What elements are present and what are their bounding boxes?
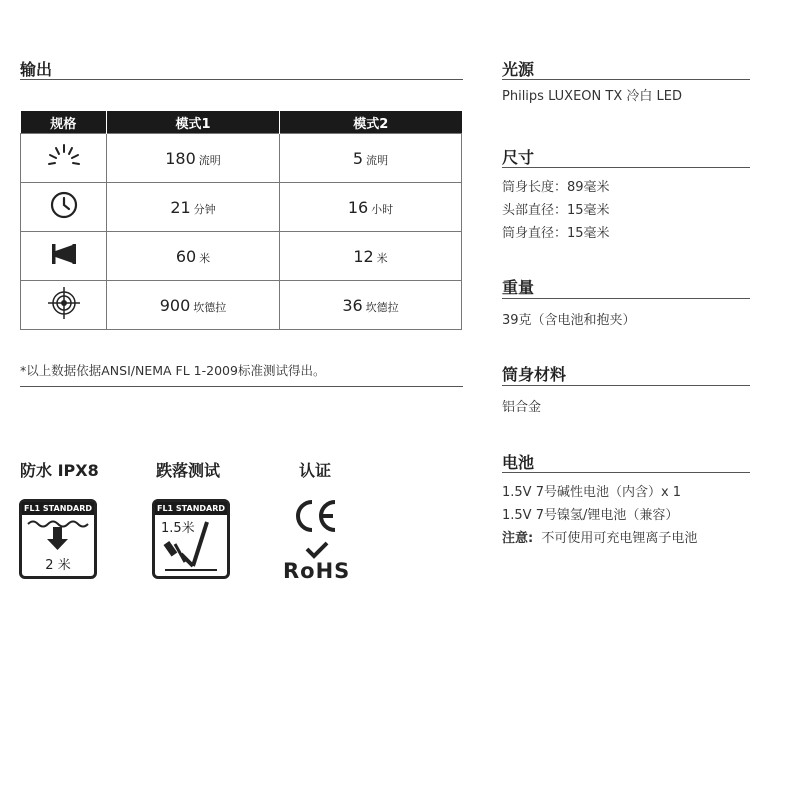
waterproof-title: 防水 IPX8 xyxy=(20,461,99,480)
mode2-runtime: 16 xyxy=(347,197,369,217)
spec-table xyxy=(20,111,462,330)
unit: 米 xyxy=(376,251,388,265)
material-rule xyxy=(502,385,750,386)
footnote: *以上数据依据ANSI/NEMA FL 1-2009标准测试得出。 xyxy=(20,363,326,378)
size-head-diameter: 头部直径：15毫米 xyxy=(502,203,610,218)
waterproof-badge xyxy=(19,499,97,579)
cert-title: 认证 xyxy=(299,461,332,480)
waterproof-depth: 2 米 xyxy=(45,558,71,573)
battery-line-1: 1.5V 7号碱性电池（内含）x 1 xyxy=(502,485,682,500)
header-mode2: 模式2 xyxy=(280,111,462,134)
unit: 分钟 xyxy=(193,202,216,216)
ce-mark-icon xyxy=(293,498,339,534)
battery-rule xyxy=(502,472,750,473)
check-icon xyxy=(305,541,329,559)
badge-header: FL1 STANDARD xyxy=(23,504,93,513)
table-row xyxy=(21,134,462,183)
mode1-brightness: 180 xyxy=(165,148,196,168)
battery-note-text: 不可使用可充电锂离子电池 xyxy=(541,531,698,546)
size-rule xyxy=(502,167,750,168)
table-row xyxy=(21,281,462,330)
mode2-intensity: 36 xyxy=(342,295,363,315)
impact-badge xyxy=(152,499,230,579)
output-title: 输出 xyxy=(20,60,53,79)
impact-height: 1.5米 xyxy=(161,521,195,536)
battery-title: 电池 xyxy=(502,453,535,472)
header-spec: 规格 xyxy=(21,111,107,134)
clock-icon xyxy=(49,190,79,220)
drop-test-icon xyxy=(155,514,227,574)
light-source-rule xyxy=(502,79,750,80)
beam-distance-icon xyxy=(50,242,78,266)
size-title: 尺寸 xyxy=(502,148,535,167)
mode1-runtime: 21 xyxy=(170,197,191,217)
weight-value: 39克（含电池和抱夹） xyxy=(502,313,636,328)
size-body-diameter: 筒身直径：15毫米 xyxy=(502,226,610,241)
brightness-icon xyxy=(47,143,81,169)
unit: 坎德拉 xyxy=(365,300,399,314)
unit: 米 xyxy=(199,251,211,265)
impact-title: 跌落测试 xyxy=(156,461,221,480)
mode2-brightness: 5 xyxy=(352,148,364,168)
material-value: 铝合金 xyxy=(502,400,542,415)
weight-title: 重量 xyxy=(502,278,535,297)
rohs-mark: RoHS xyxy=(283,559,351,583)
material-title: 筒身材料 xyxy=(502,365,567,384)
battery-note xyxy=(502,527,697,546)
weight-rule xyxy=(502,298,750,299)
badge-header: FL1 STANDARD xyxy=(156,504,226,513)
mode1-intensity: 900 xyxy=(159,295,191,315)
mode1-distance: 60 xyxy=(175,246,197,266)
waterproof-icon xyxy=(22,514,94,554)
battery-line-2: 1.5V 7号镍氢/锂电池（兼容） xyxy=(502,508,679,523)
header-mode1: 模式1 xyxy=(107,111,280,134)
unit: 流明 xyxy=(366,153,389,167)
target-icon xyxy=(47,286,81,320)
mode2-distance: 12 xyxy=(353,246,374,266)
size-body-length: 筒身长度：89毫米 xyxy=(502,180,610,195)
battery-note-label: 注意: xyxy=(502,531,534,546)
table-row xyxy=(21,232,462,281)
table-row xyxy=(21,183,462,232)
light-source-title: 光源 xyxy=(502,60,535,79)
unit: 流明 xyxy=(198,153,221,167)
footnote-rule xyxy=(20,386,463,387)
unit: 坎德拉 xyxy=(193,300,227,314)
light-source-value: Philips LUXEON TX 冷白 LED xyxy=(502,89,682,104)
unit: 小时 xyxy=(371,202,394,216)
spec-table-header xyxy=(21,111,462,134)
output-rule xyxy=(20,79,463,80)
